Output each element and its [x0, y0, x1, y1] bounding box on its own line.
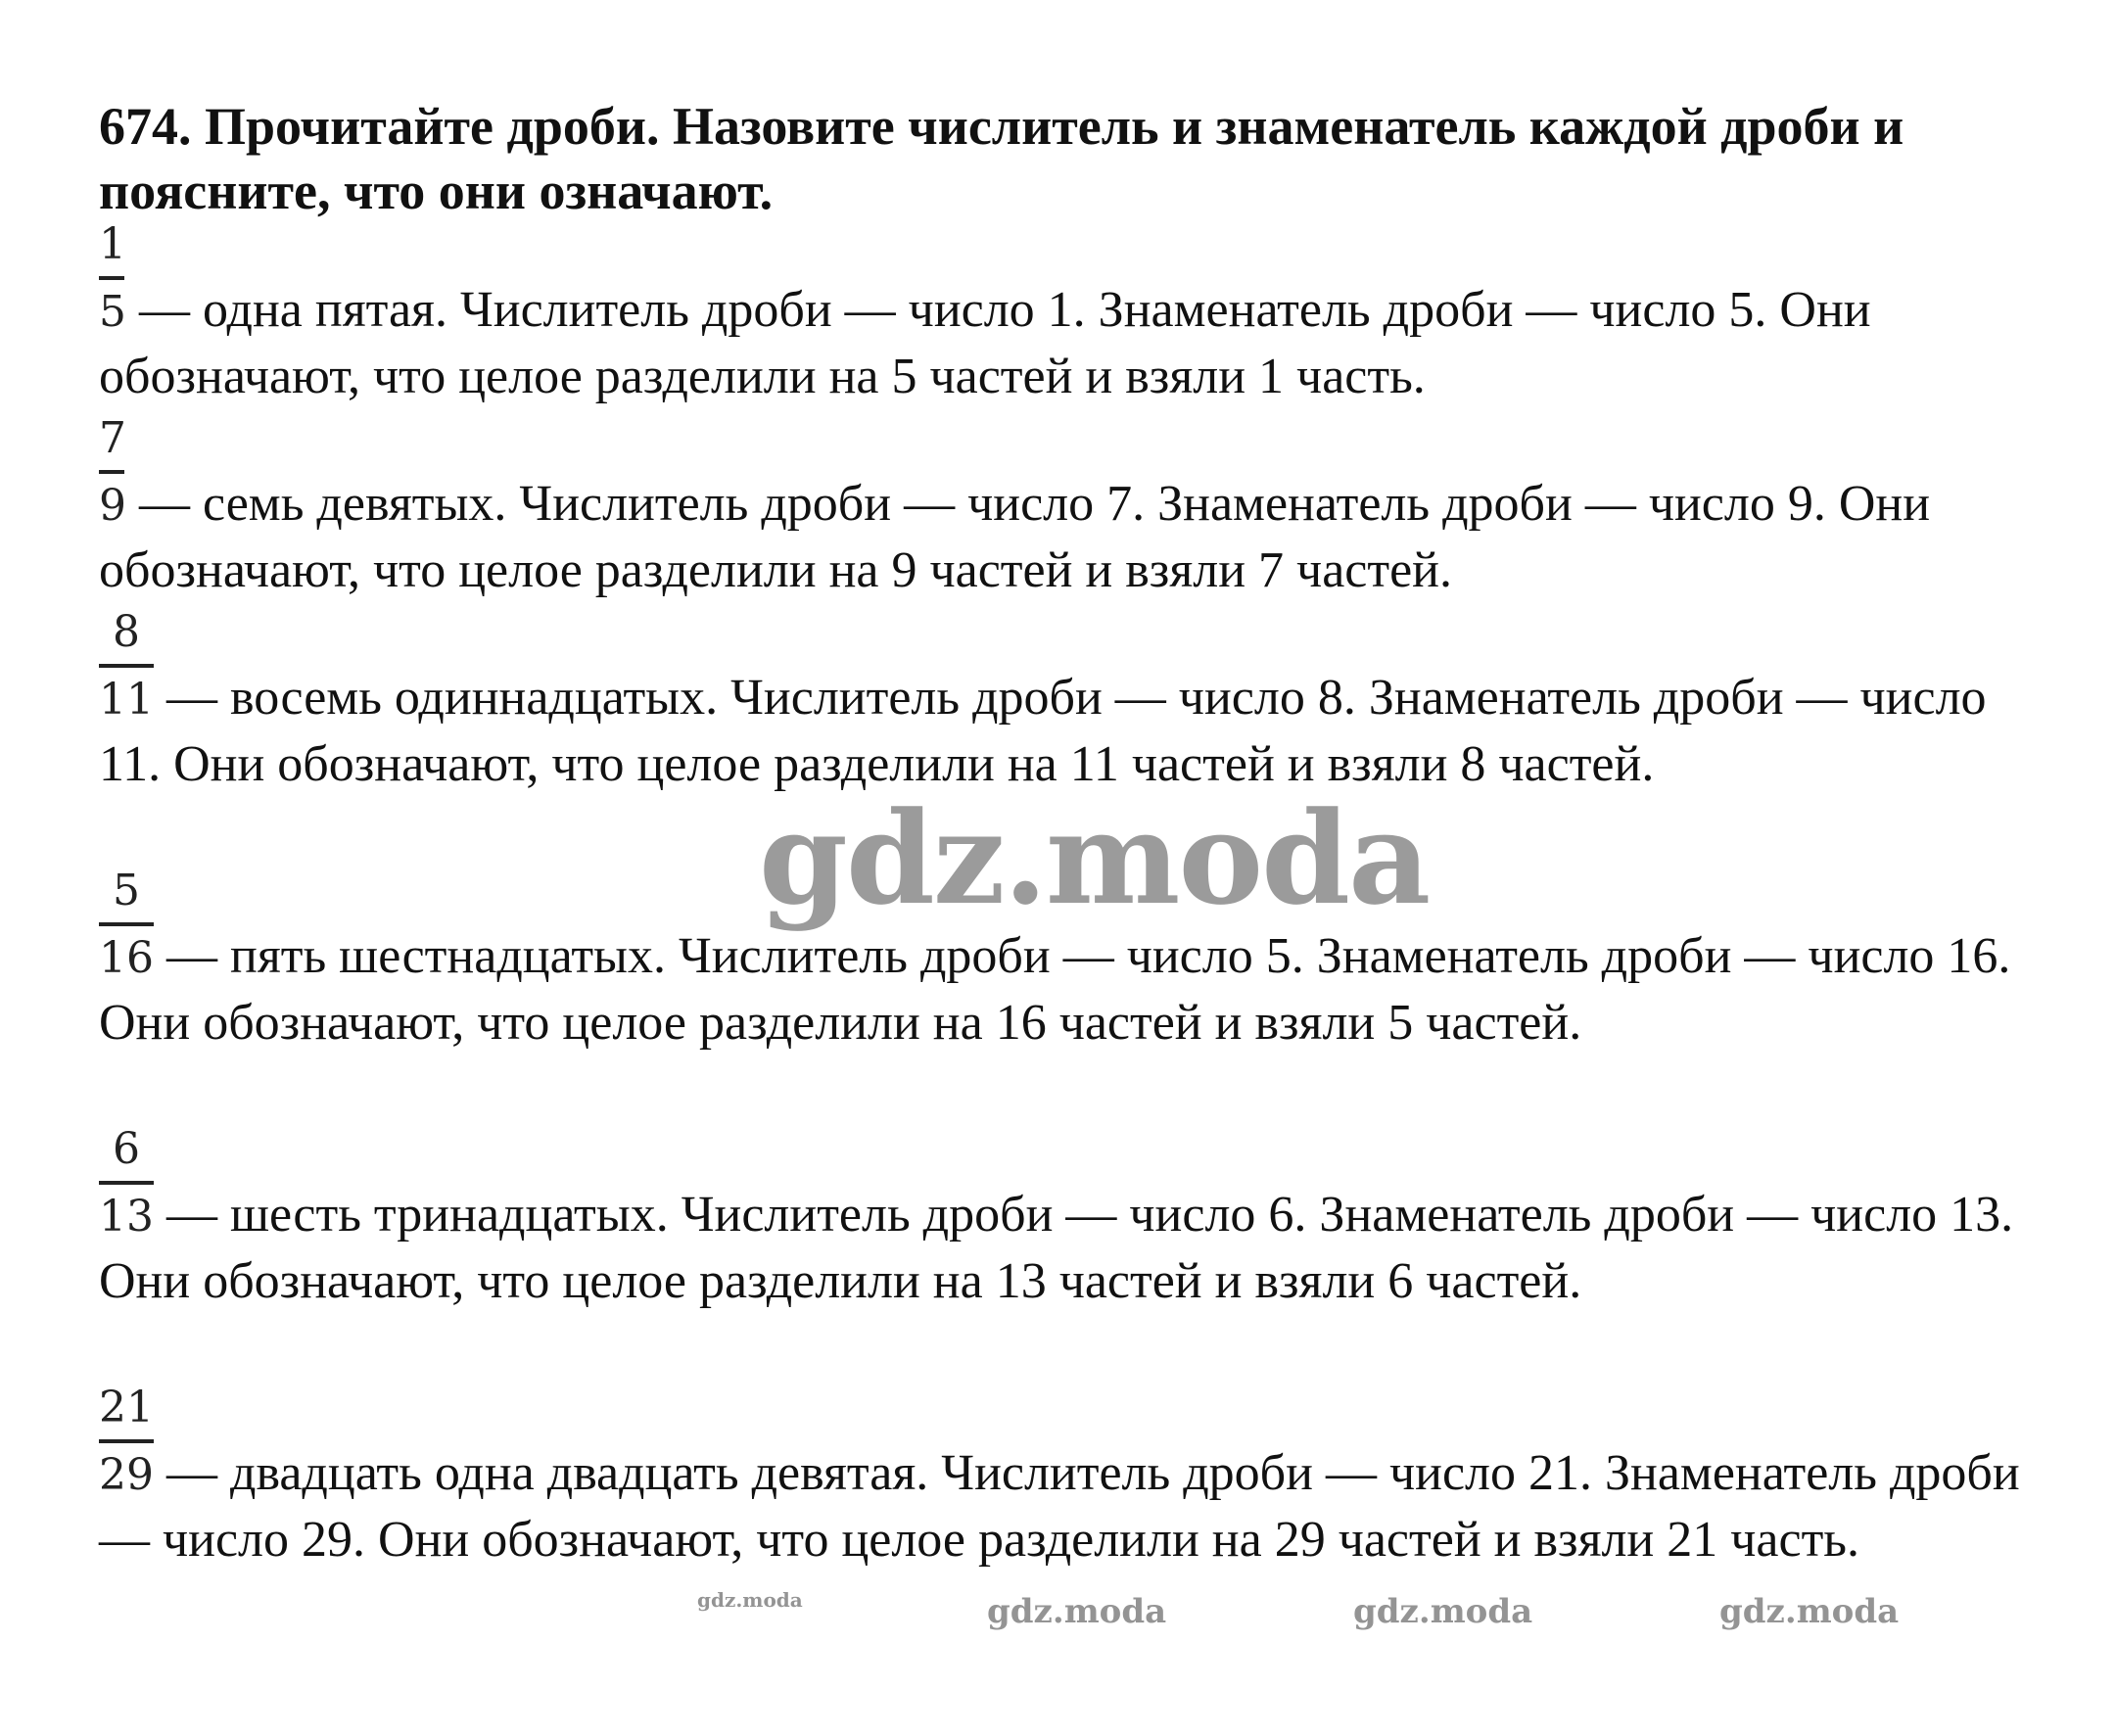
fraction-numerator: 1	[99, 219, 126, 269]
fraction-explanation	[99, 666, 2047, 797]
fraction-6-13	[99, 1126, 154, 1187]
fraction-numerator: 21	[99, 1383, 154, 1432]
fraction-21-29	[99, 1384, 154, 1445]
watermark-small: gdz.moda	[1719, 1592, 1900, 1631]
fraction-5-16	[99, 868, 154, 928]
fraction-explanation	[99, 472, 2047, 603]
watermark-main: gdz.moda	[759, 783, 1430, 933]
fraction-explanation	[99, 924, 2047, 1056]
fraction-explanation	[99, 1441, 2047, 1572]
fraction-explanation-text: — одна пятая. Числитель дроби — число 1. Знаменатель дроби — число 5. Они обозначают, что целое разделили на 5 частей и взяли 1 часть.	[99, 282, 1871, 404]
fraction-explanation	[99, 278, 2047, 409]
fraction-explanation-text: — семь девятых. Числитель дроби — число 7. Знаменатель дроби — число 9. Они обозначают, что целое разделили на 9 частей и взяли 7 частей.	[99, 476, 1931, 598]
fraction-denominator: 5	[99, 287, 126, 337]
fraction-explanation-text: — пять шестнадцатых. Числитель дроби — число 5. Знаменатель дроби — число 16. Они обозначают, что целое разделили на 16 частей и взяли 5 частей.	[99, 928, 2011, 1051]
fraction-explanation	[99, 1183, 2047, 1314]
fraction-numerator: 7	[99, 413, 126, 463]
fraction-7-9	[99, 415, 126, 476]
fraction-explanation-text: — восемь одиннадцатых. Числитель дроби — число 8. Знаменатель дроби — число 11. Они обозначают, что целое разделили на 11 частей и взяли 8 частей.	[99, 670, 1987, 792]
watermark-small: gdz.moda	[987, 1592, 1167, 1631]
exercise-title: 674. Прочитайте дроби. Назовите числитель и знаменатель каждой дроби и поясните, что они означают.	[99, 97, 1904, 220]
fraction-explanation-text: — двадцать одна двадцать девятая. Числитель дроби — число 21. Знаменатель дроби — число 29. Они обозначают, что целое разделили на 29 частей и взяли 21 часть.	[99, 1445, 2020, 1568]
fraction-explanation-text: — шесть тринадцатых. Числитель дроби — число 6. Знаменатель дроби — число 13. Они обозначают, что целое разделили на 13 частей и взяли 6 частей.	[99, 1187, 2014, 1309]
fraction-denominator: 13	[99, 1192, 154, 1242]
fraction-1-5	[99, 221, 126, 282]
fraction-numerator: 8	[113, 607, 140, 657]
watermark-small: gdz.moda	[697, 1588, 803, 1612]
watermark-small: gdz.moda	[1353, 1592, 1533, 1631]
fraction-denominator: 11	[99, 675, 154, 725]
fraction-denominator: 29	[99, 1450, 154, 1500]
fraction-numerator: 5	[113, 866, 140, 915]
fraction-numerator: 6	[113, 1124, 140, 1174]
fraction-denominator: 16	[99, 933, 154, 983]
fraction-denominator: 9	[99, 481, 126, 531]
fraction-8-11	[99, 609, 154, 670]
